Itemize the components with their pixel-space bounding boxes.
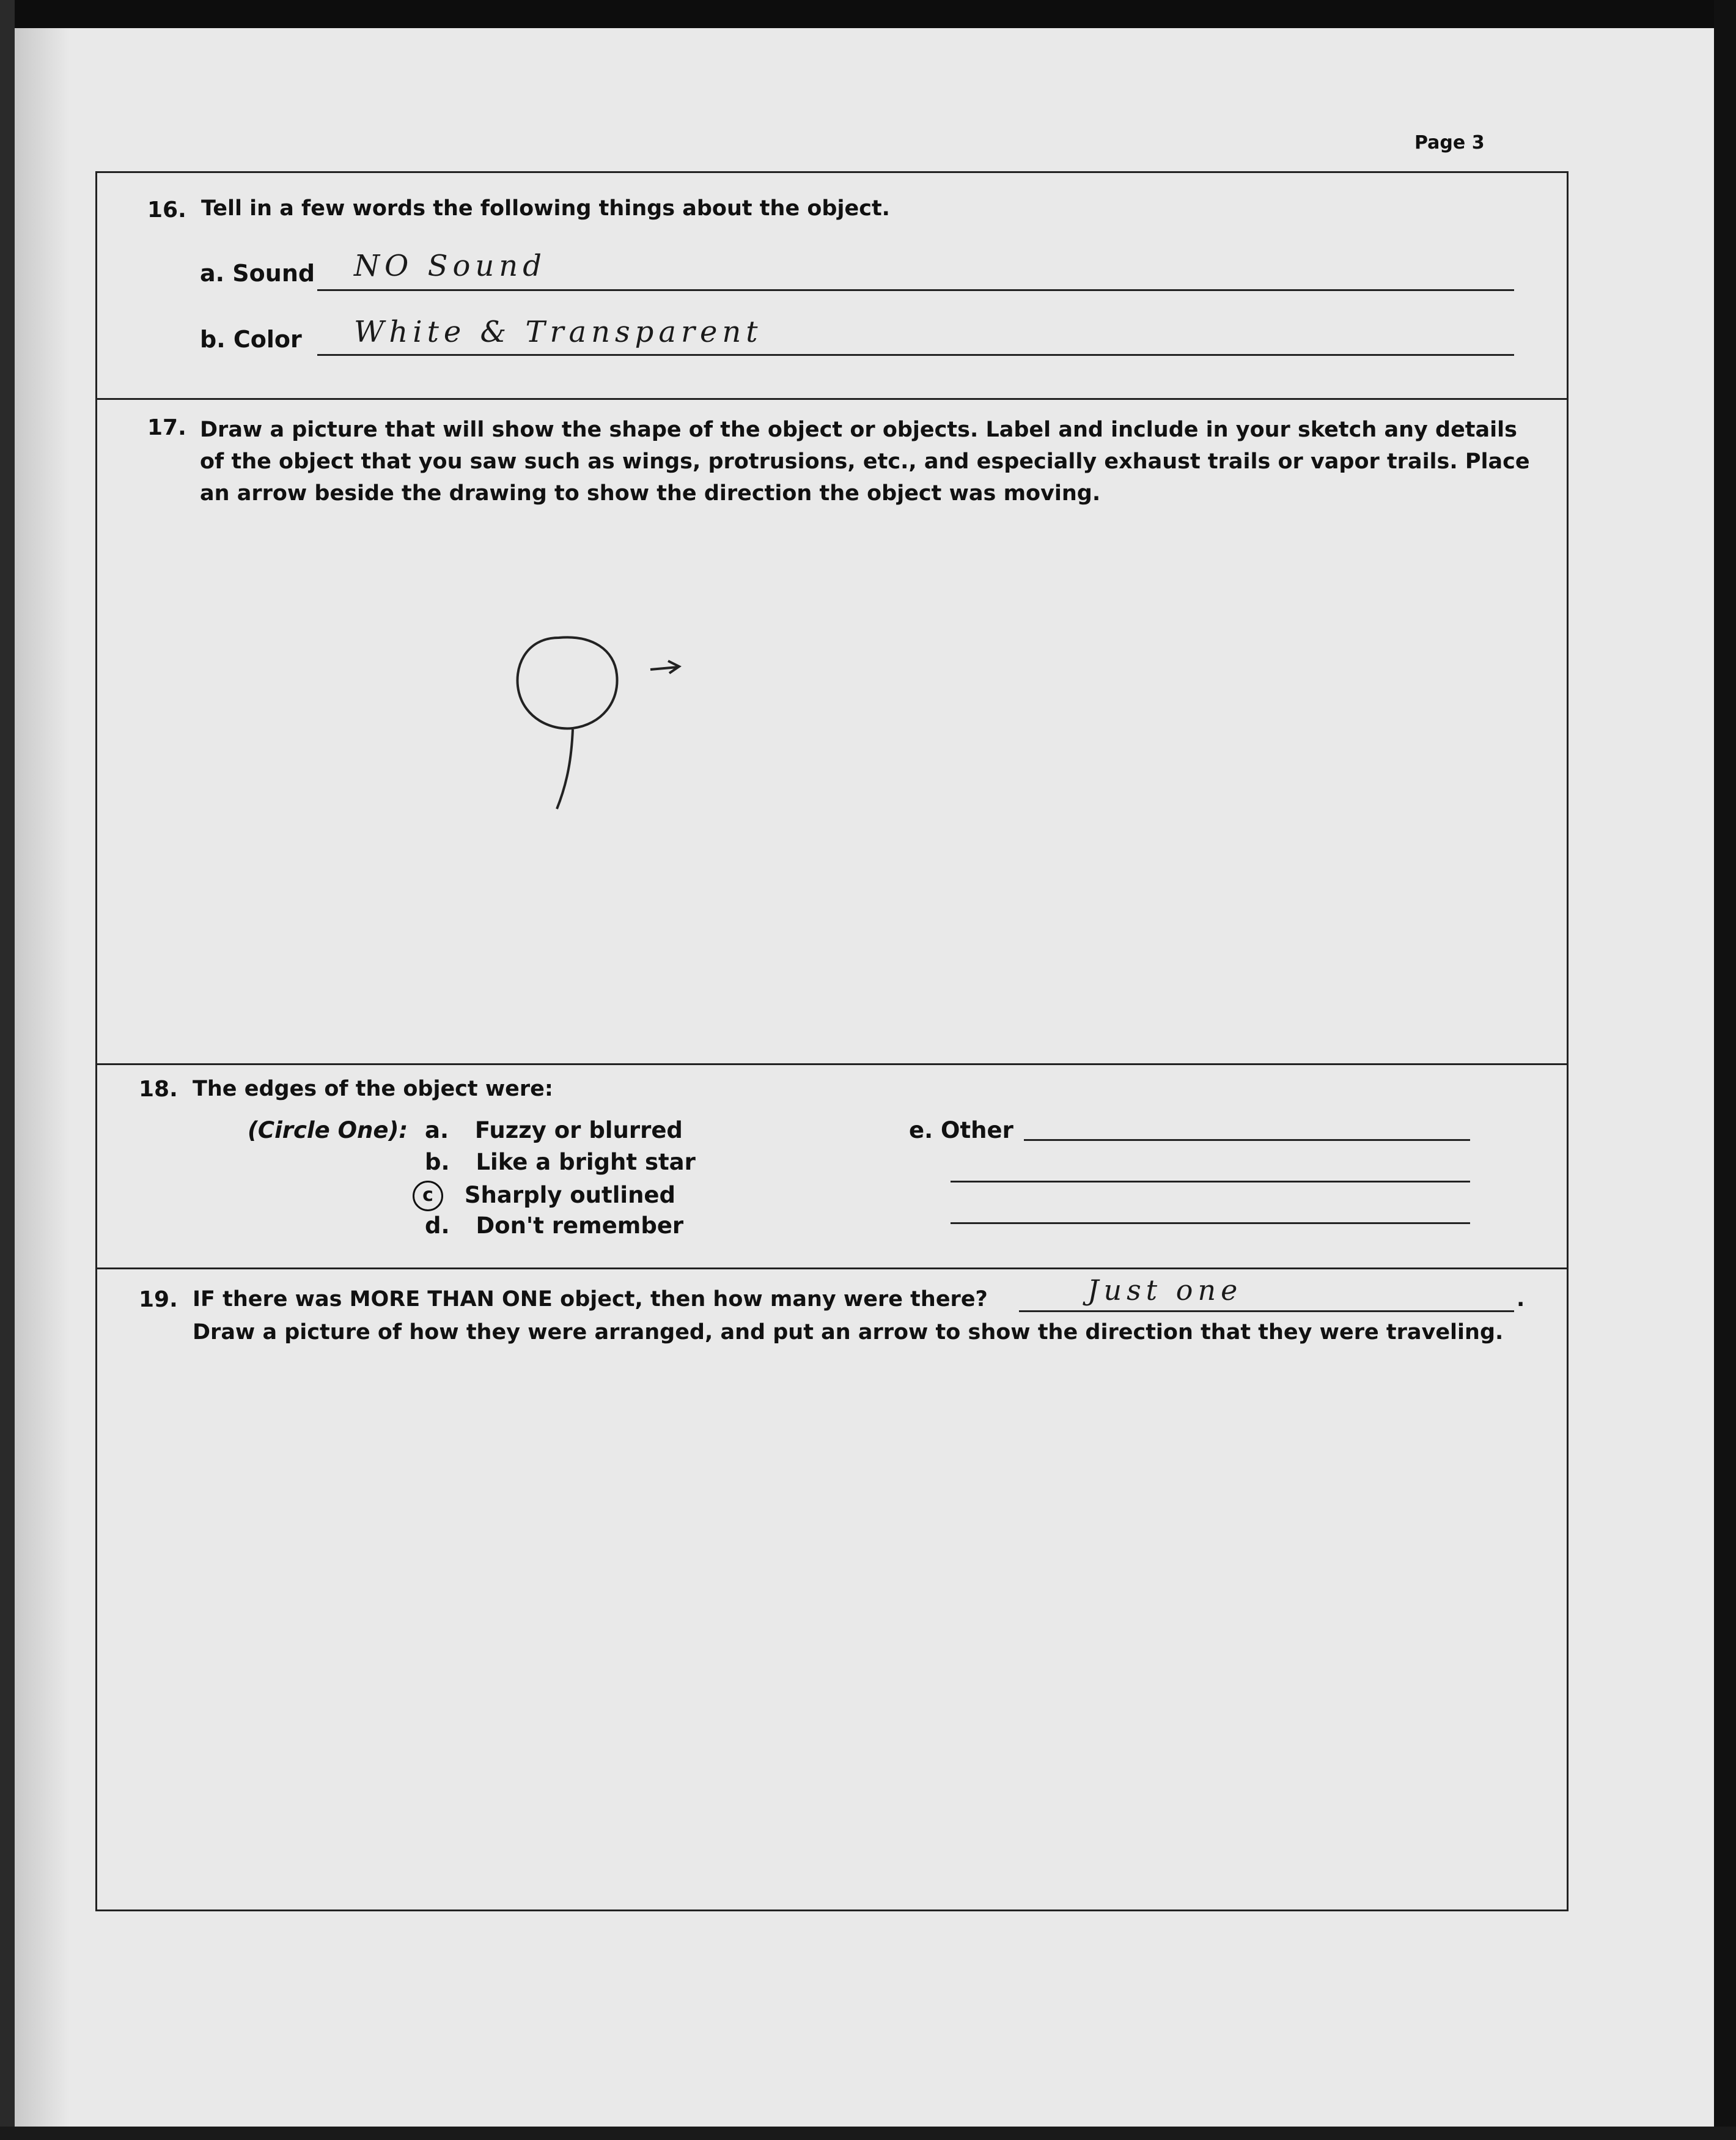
q17-line3: an arrow beside the drawing to show the direction the object was moving. <box>200 481 1101 506</box>
q18-option-a[interactable] <box>425 1117 683 1143</box>
q19-line2: Draw a picture of how they were arranged, and put an arrow to show the direction that they were traveling. <box>193 1320 1504 1345</box>
q16-sound-label: a. Sound <box>200 260 315 287</box>
q18-option-b[interactable] <box>425 1149 696 1175</box>
scan-shade <box>15 28 70 2127</box>
scan-border-bottom <box>0 2127 1736 2140</box>
q17-line1: Draw a picture that will show the shape of the object or objects. Label and include in your sketch any details <box>200 418 1517 442</box>
q18-option-a-text: Fuzzy or blurred <box>474 1117 683 1143</box>
q16-sound-line <box>317 289 1514 291</box>
q16-sound-answer[interactable]: NO Sound <box>354 249 546 283</box>
q16-color-label: b. Color <box>200 326 302 353</box>
q18-option-c-text: Sharply outlined <box>464 1181 675 1208</box>
q18-other-line-2[interactable] <box>951 1181 1470 1183</box>
q18-prompt: The edges of the object were: <box>193 1077 553 1101</box>
q18-option-c-circled-letter: c <box>413 1181 443 1211</box>
q17-number: 17. <box>147 415 186 440</box>
q18-option-d-text: Don't remember <box>476 1212 684 1239</box>
page-number: Page 3 <box>1414 132 1485 153</box>
object-circle <box>518 637 617 728</box>
q17-line2: of the object that you saw such as wings, protrusions, etc., and especially exhaust trails or vapor trails. Place <box>200 449 1530 474</box>
q16-color-line <box>317 354 1514 356</box>
q18-option-c[interactable] <box>413 1181 675 1211</box>
q18-option-b-letter: b. <box>425 1149 450 1175</box>
q19-answer-line <box>1019 1310 1514 1312</box>
q19-prompt: IF there was MORE THAN ONE object, then how many were there? <box>193 1287 988 1312</box>
q19-answer[interactable]: Just one <box>1087 1274 1243 1307</box>
q16-number: 16. <box>147 197 186 223</box>
q19-period: . <box>1517 1287 1525 1312</box>
scan-border-top <box>0 0 1736 28</box>
divider-18-19 <box>97 1267 1567 1269</box>
q18-option-d[interactable] <box>425 1212 683 1239</box>
q16-prompt: Tell in a few words the following things about the object. <box>201 196 890 221</box>
q18-other-label: e. Other <box>909 1117 1013 1143</box>
object-tail <box>557 729 573 809</box>
q18-option-a-letter: a. <box>425 1117 449 1143</box>
object-sketch-icon <box>501 625 831 833</box>
q16-color-answer[interactable]: White & Transparent <box>354 315 763 349</box>
q18-other-line-1[interactable] <box>1024 1139 1470 1141</box>
q18-option-d-letter: d. <box>425 1212 450 1239</box>
q18-option-b-text: Like a bright star <box>476 1149 696 1175</box>
questionnaire-form <box>95 171 1569 1911</box>
q19-number: 19. <box>139 1287 178 1312</box>
q18-number: 18. <box>139 1077 178 1102</box>
scan-border-right <box>1714 0 1736 2140</box>
divider-16-17 <box>97 398 1567 400</box>
divider-17-18 <box>97 1063 1567 1065</box>
q18-other-line-3[interactable] <box>951 1222 1470 1224</box>
q18-instruction: (Circle One): <box>248 1117 408 1143</box>
scan-border-left <box>0 0 15 2140</box>
